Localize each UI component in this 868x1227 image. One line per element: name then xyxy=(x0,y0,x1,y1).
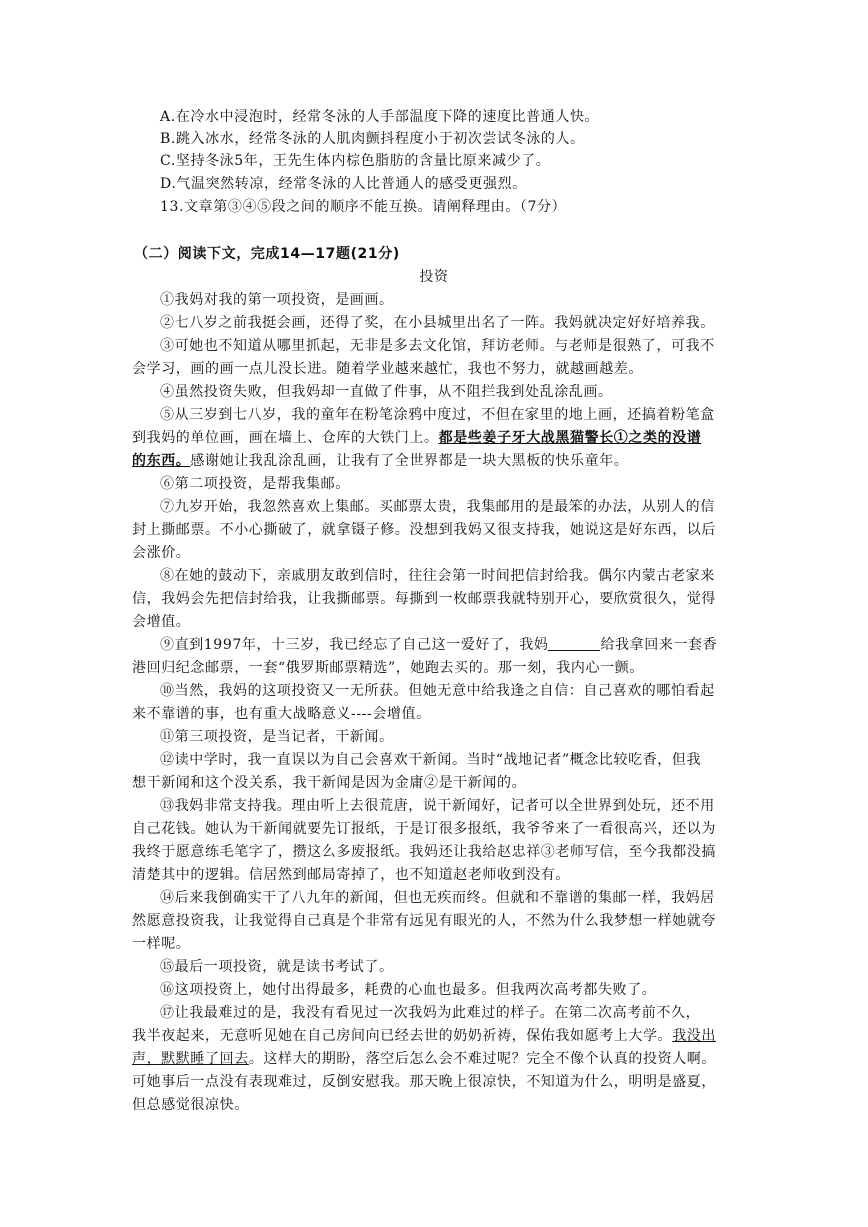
paragraph-14-line-1: ⑭后来我倒确实干了八九年的新闻，但也无疾而终。但就和不靠谱的集邮一样，我妈居 xyxy=(160,890,715,906)
paragraph-8-line-2: 信，我妈会先把信封给我，让我撕邮票。每撕到一枚邮票我就特别开心，要欣赏很久，觉得 xyxy=(132,591,716,607)
underlined-sentence-end: 的东西。 xyxy=(132,453,191,469)
paragraph-8-line-3: 会增值。 xyxy=(132,614,191,630)
paragraph-17-line-5: 但总感觉很凉快。 xyxy=(132,1097,249,1113)
paragraph-4: ④虽然投资失败，但我妈却一直做了件事，从不阻拦我到处乱涂乱画。 xyxy=(160,384,613,400)
paragraph-14-line-3: 一样呢。 xyxy=(132,936,191,952)
paragraph-5-text-end: 感谢她让我乱涂乱画，让我有了全世界都是一块大黑板的快乐童年。 xyxy=(190,453,629,469)
paragraph-3-line-1: ③可她也不知道从哪里抓起，无非是多去文化馆，拜访老师。与老师是很熟了，可我不 xyxy=(160,338,715,354)
paragraph-17-text-cont: 。这样大的期盼，落空后怎么会不难过呢？完全不像个认真的投资人啊。 xyxy=(248,1051,717,1067)
paragraph-7-line-3: 会涨价。 xyxy=(132,545,191,561)
underlined-phrase-end: 声，默默睡了回去 xyxy=(132,1051,249,1067)
paragraph-13-line-4: 清楚其中的逻辑。信居然到邮局寄掉了，也不知道赵老师收到没有。 xyxy=(132,867,570,883)
option-b: B.跳入冰水，经常冬泳的人肌肉颤抖程度小于初次尝试冬泳的人。 xyxy=(160,131,585,147)
paragraph-16: ⑯这项投资上，她付出得最多，耗费的心血也最多。但我两次高考都失败了。 xyxy=(160,982,657,998)
paragraph-9-text: ⑨直到1997年，十三岁，我已经忘了自己这一爱好了，我妈 xyxy=(160,637,549,653)
paragraph-13-line-2: 自己花钱。她认为干新闻就要先订报纸，于是订很多报纸，我爷爷来了一看很高兴，还以为 xyxy=(132,821,716,837)
paragraph-11: ⑪第三项投资，是当记者，干新闻。 xyxy=(160,729,394,745)
option-a: A.在冷水中浸泡时，经常冬泳的人手部温度下降的速度比普通人快。 xyxy=(160,109,600,125)
paragraph-1: ①我妈对我的第一项投资，是画画。 xyxy=(160,292,394,308)
paragraph-9-text-cont: 给我拿回来一套香 xyxy=(600,637,718,653)
paragraph-17-line-4: 可她事后一点没有表现难过，反倒安慰我。那天晚上很凉快，不知道为什么，明明是盛夏， xyxy=(132,1074,716,1090)
paragraph-17-text: 我半夜起来，无意听见她在自己房间向已经去世的奶奶祈祷，保佑我如愿考上大学。 xyxy=(132,1028,673,1044)
paragraph-7-line-2: 封上撕邮票。不小心撕破了，就拿镊子修。没想到我妈又很支持我，她说这是好东西，以后 xyxy=(132,522,716,538)
paragraph-2: ②七八岁之前我挺会画，还得了奖，在小县城里出名了一阵。我妈就决定好好培养我。 xyxy=(160,315,715,331)
paragraph-10-line-1: ⑩当然，我妈的这项投资又一无所获。但她无意中给我逢之自信：自己喜欢的哪怕看起 xyxy=(160,683,715,699)
paragraph-9-line-1 xyxy=(160,634,772,656)
paragraph-5-text: 到我妈的单位画，画在墙上、仓库的大铁门上。 xyxy=(132,430,439,446)
paragraph-3-line-2: 会学习，画的画一点儿没长进。随着学业越来越忙，我也不努力，就越画越差。 xyxy=(132,361,643,377)
paragraph-9-line-2: 港回归纪念邮票，一套“俄罗斯邮票精选”，她跑去买的。那一刻，我内心一颤。 xyxy=(132,660,644,676)
paragraph-14-line-2: 然愿意投资我，让我觉得自己真是个非常有远见有眼光的人，不然为什么我梦想一样她就夸 xyxy=(132,913,716,929)
paragraph-12-line-2: 想干新闻和这个没关系，我干新闻是因为金庸②是干新闻的。 xyxy=(132,775,527,791)
paragraph-5-line-1: ⑤从三岁到七八岁，我的童年在粉笔涂鸦中度过，不但在家里的地上画，还搞着粉笔盒 xyxy=(160,407,715,423)
underlined-phrase: 我没出 xyxy=(672,1028,717,1044)
paragraph-15: ⑮最后一项投资，就是读书考试了。 xyxy=(160,959,394,975)
paragraph-17-line-2 xyxy=(132,1025,744,1047)
paragraph-12-line-1: ⑫读中学时，我一直误以为自己会喜欢干新闻。当时“战地记者”概念比较吃香，但我 xyxy=(160,752,702,768)
paragraph-5-line-2 xyxy=(132,427,744,449)
fill-in-blank[interactable] xyxy=(548,636,600,651)
paragraph-17-line-1: ⑰让我最难过的是，我没有看见过一次我妈为此难过的样子。在第二次高考前不久， xyxy=(160,1005,701,1021)
paragraph-7-line-1: ⑦九岁开始，我忽然喜欢上集邮。买邮票太贵，我集邮用的是最笨的办法，从别人的信 xyxy=(160,499,715,515)
section-header: （二）阅读下文，完成14—17题(21分) xyxy=(134,246,400,262)
article-title: 投资 xyxy=(419,269,449,285)
paragraph-17-line-3 xyxy=(132,1048,744,1070)
paragraph-5-line-3 xyxy=(132,450,744,472)
question-13: 13.文章第③④⑤段之间的顺序不能互换。请阐释理由。（7分） xyxy=(160,199,567,215)
paragraph-13-line-1: ⑬我妈非常支持我。理由听上去很荒唐，说干新闻好，记者可以全世界到处玩，还不用 xyxy=(160,798,715,814)
paragraph-10-line-2: 来不靠谱的事，也有重大战略意义----会增值。 xyxy=(132,706,431,722)
paragraph-6: ⑥第二项投资，是帮我集邮。 xyxy=(160,476,350,492)
paragraph-8-line-1: ⑧在她的鼓动下，亲戚朋友敢到信时，往往会第一时间把信封给我。偶尔内蒙古老家来 xyxy=(160,568,715,584)
option-c: C.坚持冬泳5年，王先生体内棕色脂肪的含量比原来减少了。 xyxy=(160,153,551,169)
option-d: D.气温突然转凉，经常冬泳的人比普通人的感受更强烈。 xyxy=(160,176,527,192)
underlined-sentence: 都是些姜子牙大战黑猫警长①之类的没谱 xyxy=(438,430,702,446)
paragraph-13-line-3: 我终于愿意练毛笔字了，攒这么多废报纸。我妈还让我给赵忠祥③老师写信，至今我都没搞 xyxy=(132,844,716,860)
